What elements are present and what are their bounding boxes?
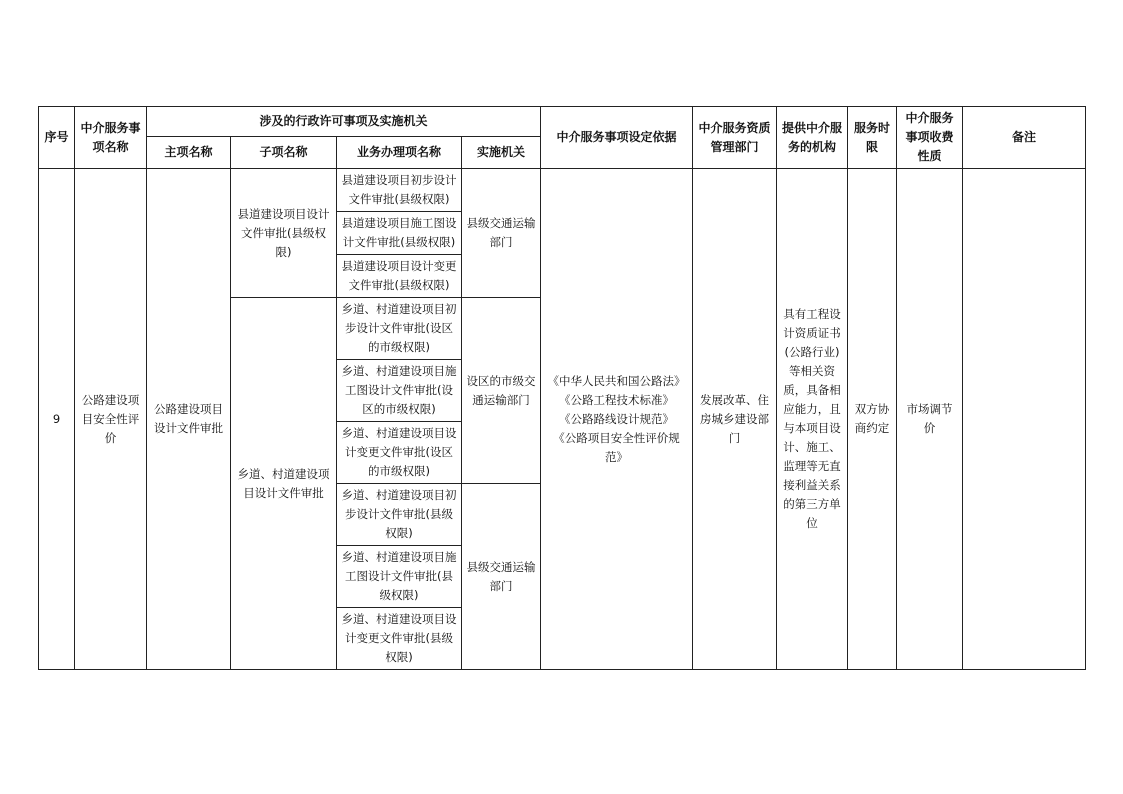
- record-provider: 具有工程设计资质证书(公路行业)等相关资质，具备相应能力，且与本项目设计、施工、监理等无直接利益关系的第三方单位: [777, 169, 848, 670]
- service-items-table: [38, 106, 1086, 670]
- record-remark: [963, 169, 1086, 670]
- basis-law: 《中华人民共和国公路法》: [547, 373, 686, 388]
- record-time-limit: 双方协商约定: [848, 169, 897, 670]
- header-service-name: 中介服务事项名称: [75, 107, 147, 169]
- record-qualification-dept: 发展改革、住房城乡建设部门: [693, 169, 777, 670]
- record-sub-item-township: 乡道、村道建设项目设计文件审批: [231, 298, 337, 670]
- basis-route-spec: 《公路路线设计规范》: [559, 411, 675, 426]
- record-sub-item-county: 县道建设项目设计文件审批(县级权限): [231, 169, 337, 298]
- header-fee-nature: 中介服务事项收费性质: [897, 107, 963, 169]
- header-agency: 实施机关: [462, 137, 541, 169]
- business-item: 县道建设项目初步设计文件审批(县级权限): [337, 169, 462, 212]
- business-item: 乡道、村道建设项目设计变更文件审批(设区的市级权限): [337, 422, 462, 484]
- record-seq: 9: [39, 169, 75, 670]
- record-agency-city: 设区的市级交通运输部门: [462, 298, 541, 484]
- header-remark: 备注: [963, 107, 1086, 169]
- record-fee-nature: 市场调节价: [897, 169, 963, 670]
- record-service-name: 公路建设项目安全性评价: [75, 169, 147, 670]
- header-qualification-dept: 中介服务资质管理部门: [693, 107, 777, 169]
- business-item: 乡道、村道建设项目初步设计文件审批(县级权限): [337, 484, 462, 546]
- business-item: 县道建设项目设计变更文件审批(县级权限): [337, 255, 462, 298]
- business-item: 乡道、村道建设项目施工图设计文件审批(设区的市级权限): [337, 360, 462, 422]
- header-business-item: 业务办理项名称: [337, 137, 462, 169]
- business-item: 乡道、村道建设项目施工图设计文件审批(县级权限): [337, 546, 462, 608]
- header-sub-item: 子项名称: [231, 137, 337, 169]
- business-item: 乡道、村道建设项目初步设计文件审批(设区的市级权限): [337, 298, 462, 360]
- record-main-item: 公路建设项目设计文件审批: [147, 169, 231, 670]
- header-provider: 提供中介服务的机构: [777, 107, 848, 169]
- business-item: 乡道、村道建设项目设计变更文件审批(县级权限): [337, 608, 462, 670]
- basis-standard: 《公路工程技术标准》: [559, 392, 675, 407]
- header-main-item: 主项名称: [147, 137, 231, 169]
- record-agency-county: 县级交通运输部门: [462, 169, 541, 298]
- record-basis: [541, 169, 693, 670]
- header-seq: 序号: [39, 107, 75, 169]
- basis-safety-spec: 《公路项目安全性评价规范》: [553, 430, 680, 464]
- header-basis: 中介服务事项设定依据: [541, 107, 693, 169]
- header-time-limit: 服务时限: [848, 107, 897, 169]
- header-approval-group: 涉及的行政许可事项及实施机关: [147, 107, 541, 137]
- business-item: 县道建设项目施工图设计文件审批(县级权限): [337, 212, 462, 255]
- record-agency-county-2: 县级交通运输部门: [462, 484, 541, 670]
